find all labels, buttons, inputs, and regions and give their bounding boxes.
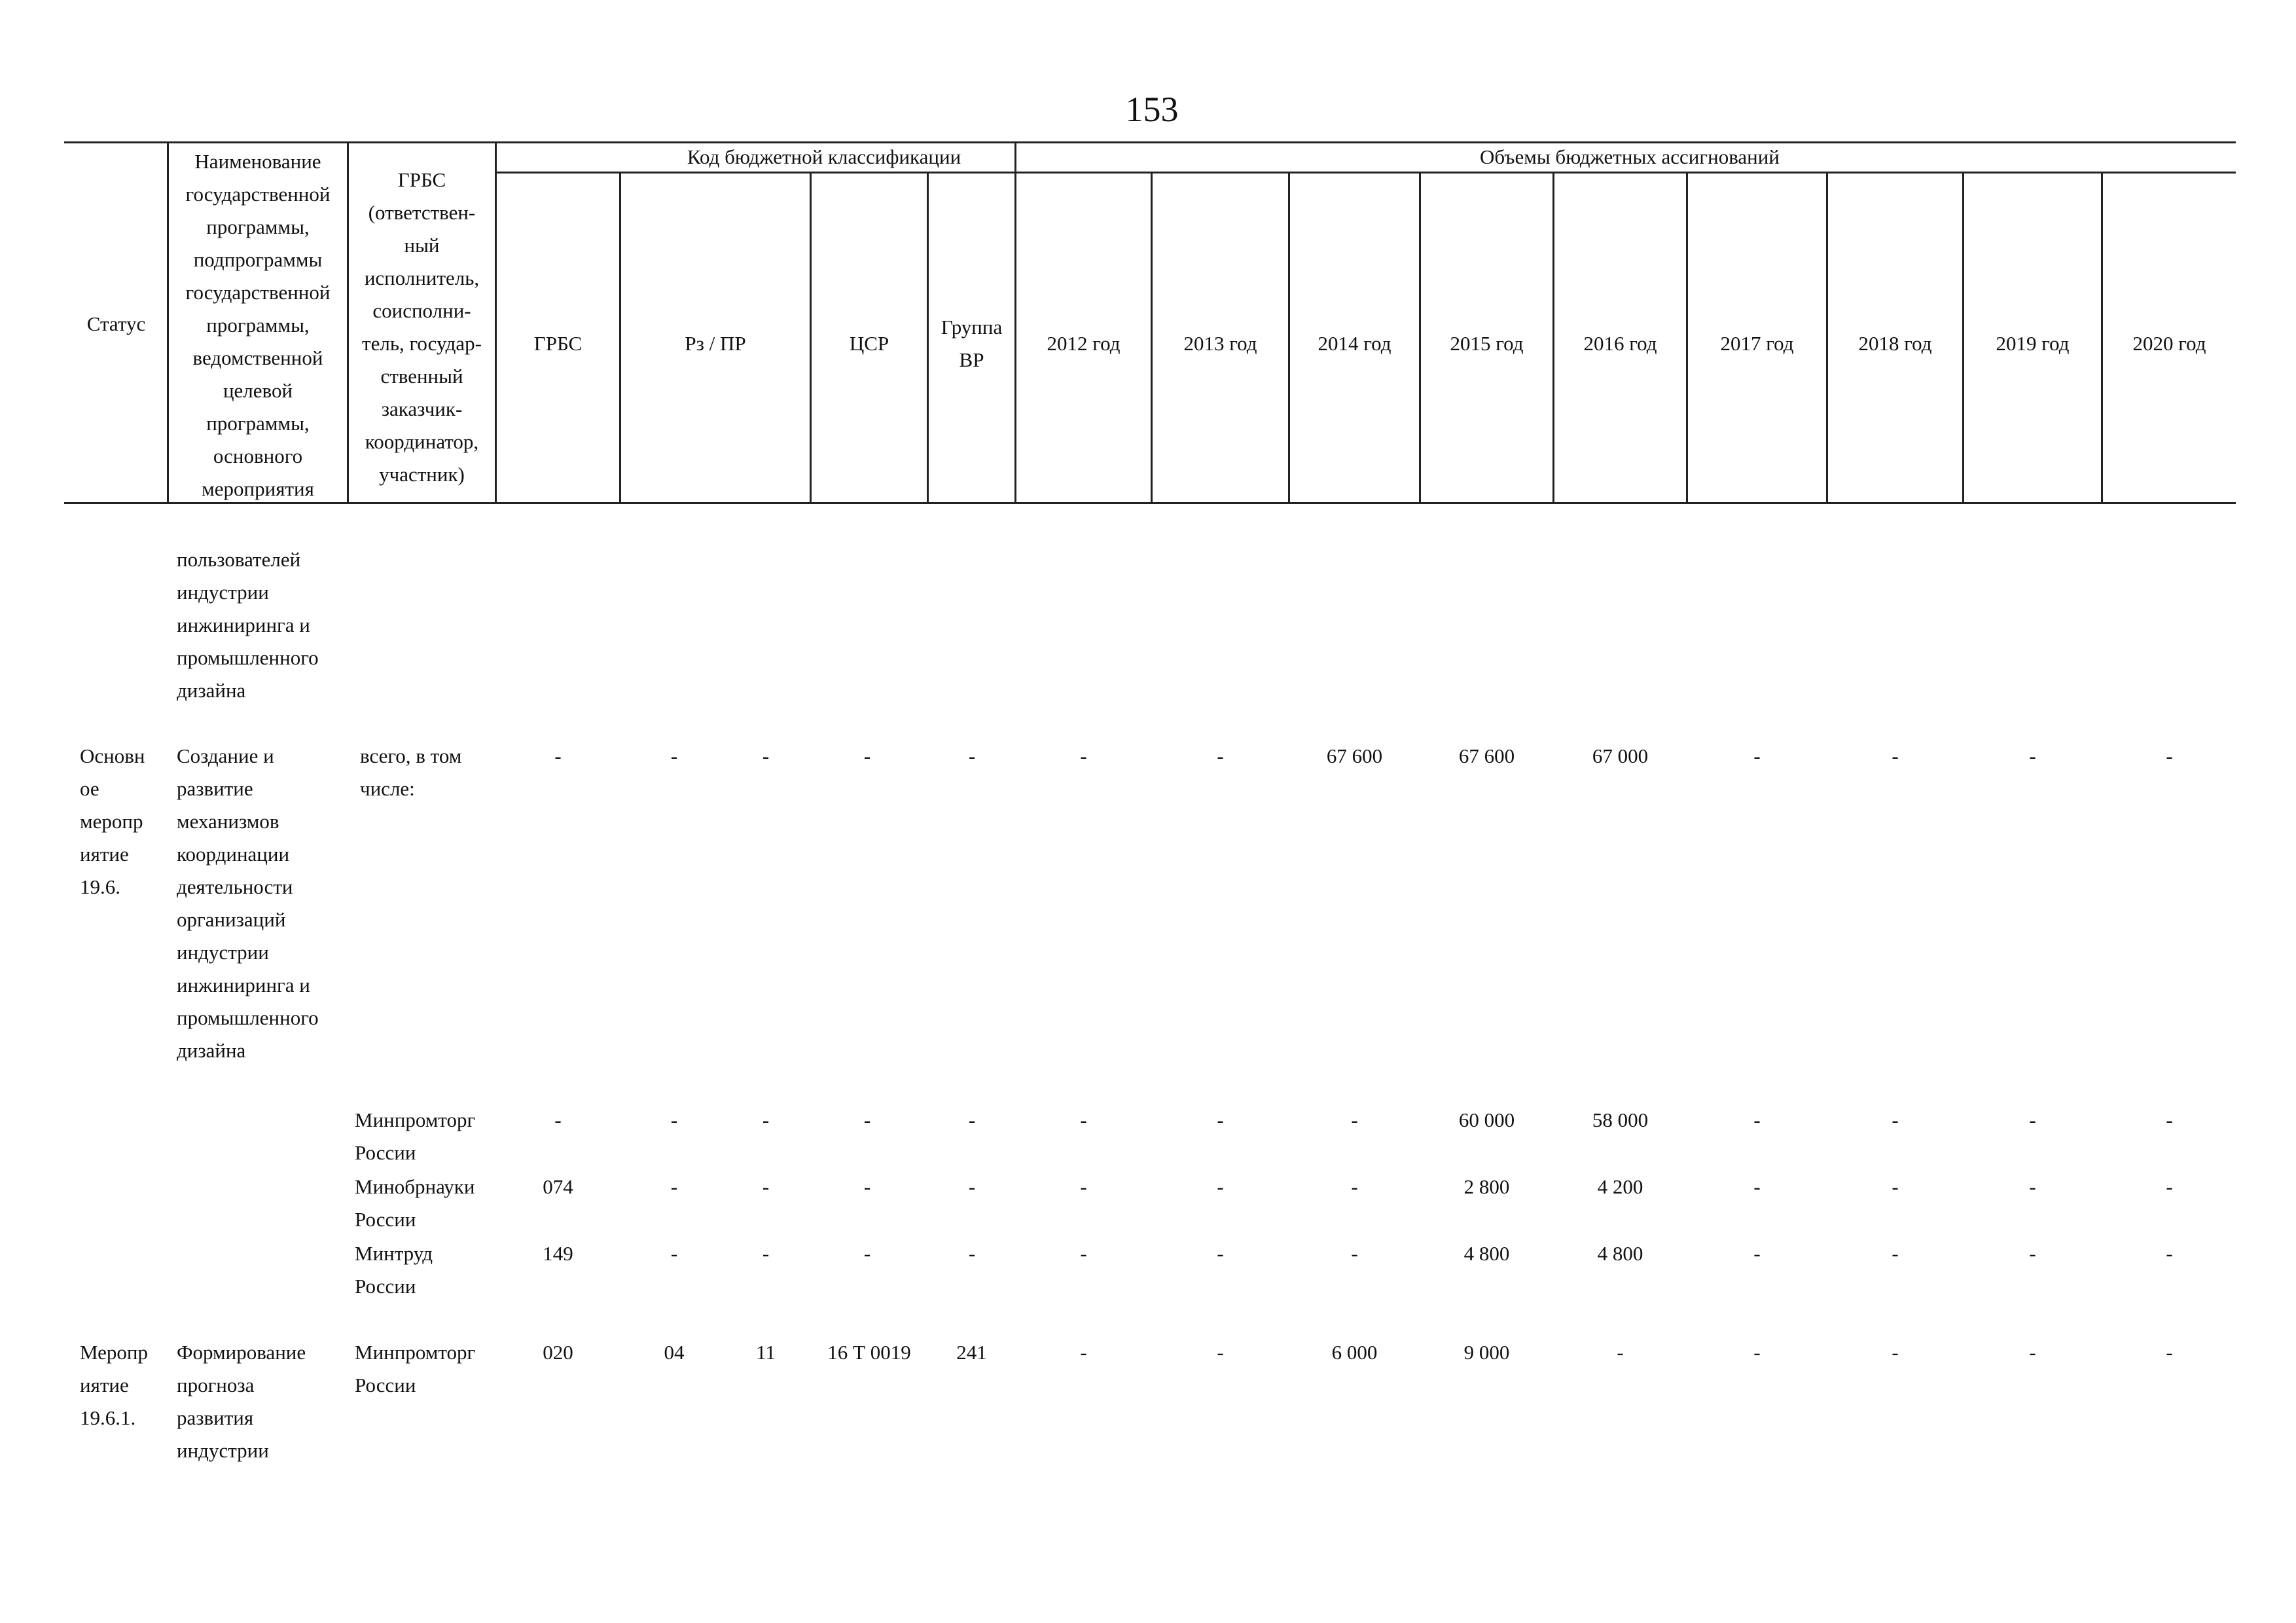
row-y2016: 58 000 <box>1592 1108 1649 1131</box>
row-y2020: - <box>2166 744 2173 767</box>
row-pr: - <box>762 744 770 767</box>
row-y2017: - <box>1753 1108 1761 1131</box>
row-vr: - <box>968 744 976 767</box>
row-rz: - <box>670 1175 678 1198</box>
header-bottom-line <box>64 502 2236 504</box>
row-y2016: 4 800 <box>1597 1242 1643 1265</box>
row-rz: 04 <box>664 1341 685 1364</box>
row-grbs: 074 <box>543 1175 573 1198</box>
header-top-line <box>64 141 2236 143</box>
header-budget-volumes: Объемы бюджетных ассигнований <box>1480 145 1780 168</box>
row-name: Создание и развитие механизмов координации деятельности организаций индустрии инжиниринга и промышленного дизайна <box>177 744 319 1062</box>
header-csr: ЦСР <box>849 332 889 355</box>
row-y2017: - <box>1753 1175 1761 1198</box>
row-y2012: - <box>1080 1108 1087 1131</box>
row-y2016: 67 000 <box>1592 744 1649 767</box>
row-name: Формирование прогноза развития индустрии <box>177 1341 306 1462</box>
header-year-2016: 2016 год <box>1583 332 1657 355</box>
row-y2013: - <box>1217 744 1224 767</box>
row-y2014: 6 000 <box>1331 1341 1378 1364</box>
row-y2014: - <box>1351 1175 1358 1198</box>
row-pr: 11 <box>756 1341 776 1364</box>
header-subgroup-line <box>495 172 2236 173</box>
row-status: Меропр иятие 19.6.1. <box>80 1341 149 1429</box>
row-y2012: - <box>1080 744 1087 767</box>
row-y2013: - <box>1217 1242 1224 1265</box>
row-y2019: - <box>2029 1341 2036 1364</box>
row-y2016: - <box>1617 1341 1624 1364</box>
header-year-2019: 2019 год <box>1996 332 2070 355</box>
row-y2017: - <box>1753 744 1761 767</box>
row-pr: - <box>762 1175 770 1198</box>
row-rz: - <box>670 1108 678 1131</box>
row-y2018: - <box>1892 1341 1899 1364</box>
row-y2013: - <box>1217 1341 1224 1364</box>
row-csr: - <box>863 1242 871 1265</box>
row-rz: - <box>670 744 678 767</box>
row-y2019: - <box>2029 1242 2036 1265</box>
row-y2015: 4 800 <box>1463 1242 1510 1265</box>
header-rz-pr: Рз / ПР <box>685 332 746 355</box>
row-y2012: - <box>1080 1341 1087 1364</box>
row-vr: - <box>968 1108 976 1131</box>
row-y2012: - <box>1080 1242 1087 1265</box>
col-sep <box>1014 141 1016 503</box>
row-executor: Минтруд России <box>355 1242 433 1298</box>
page-number: 153 <box>1125 90 1179 129</box>
row-y2020: - <box>2166 1242 2173 1265</box>
row-executor: Минпромторг России <box>355 1108 476 1164</box>
header-year-2018: 2018 год <box>1858 332 1932 355</box>
row-y2018: - <box>1892 744 1899 767</box>
row-y2015: 2 800 <box>1463 1175 1510 1198</box>
header-grbs: ГРБС <box>533 332 583 355</box>
header-program-name: Наименование государственной программы, подпрограммы государственной программы, ведомственной целевой программы, основного мероприятия <box>185 150 331 500</box>
row-rz: - <box>670 1242 678 1265</box>
row-y2014: - <box>1351 1108 1358 1131</box>
row-grbs: - <box>554 744 562 767</box>
row-y2018: - <box>1892 1175 1899 1198</box>
row-y2020: - <box>2166 1341 2173 1364</box>
row-vr: - <box>968 1242 976 1265</box>
row-vr: - <box>968 1175 976 1198</box>
row-y2015: 67 600 <box>1458 744 1515 767</box>
row-y2018: - <box>1892 1108 1899 1131</box>
row-csr: 16 Т 0019 <box>827 1341 911 1364</box>
header-group-vr: Группа ВР <box>941 316 1003 371</box>
header-year-2014: 2014 год <box>1318 332 1391 355</box>
row-status: Основн ое меропр иятие 19.6. <box>80 744 145 898</box>
row-grbs: 149 <box>543 1242 573 1265</box>
row-grbs: - <box>554 1108 562 1131</box>
row-pr: - <box>762 1108 770 1131</box>
row-y2018: - <box>1892 1242 1899 1265</box>
row-y2016: 4 200 <box>1597 1175 1643 1198</box>
row-pr: - <box>762 1242 770 1265</box>
header-status: Статус <box>86 312 146 335</box>
header-year-2015: 2015 год <box>1450 332 1524 355</box>
row-csr: - <box>863 1108 871 1131</box>
row-executor: Минобрнауки России <box>355 1175 475 1231</box>
row-y2020: - <box>2166 1175 2173 1198</box>
row-y2019: - <box>2029 1108 2036 1131</box>
header-year-2012: 2012 год <box>1047 332 1121 355</box>
row-name: пользователей индустрии инжиниринга и промышленного дизайна <box>177 548 319 702</box>
row-y2019: - <box>2029 1175 2036 1198</box>
row-executor: Минпромторг России <box>355 1341 476 1396</box>
header-year-2017: 2017 год <box>1720 332 1794 355</box>
row-y2019: - <box>2029 744 2036 767</box>
row-y2014: 67 600 <box>1326 744 1383 767</box>
row-y2020: - <box>2166 1108 2173 1131</box>
header-grbs-responsible: ГРБС (ответствен- ный исполнитель, соисполни- тель, государ- ственный заказчик- координатор, участник) <box>362 168 482 486</box>
header-year-2020: 2020 год <box>2132 332 2206 355</box>
row-y2017: - <box>1753 1341 1761 1364</box>
row-y2013: - <box>1217 1175 1224 1198</box>
row-y2013: - <box>1217 1108 1224 1131</box>
row-csr: - <box>863 744 871 767</box>
col-sep <box>495 141 497 503</box>
row-grbs: 020 <box>543 1341 573 1364</box>
header-budget-code: Код бюджетной классификации <box>687 145 961 168</box>
row-csr: - <box>863 1175 871 1198</box>
header-year-2013: 2013 год <box>1183 332 1257 355</box>
row-executor: всего, в том числе: <box>360 744 462 800</box>
row-y2012: - <box>1080 1175 1087 1198</box>
row-y2015: 9 000 <box>1463 1341 1510 1364</box>
row-vr: 241 <box>956 1341 987 1364</box>
row-y2014: - <box>1351 1242 1358 1265</box>
row-y2015: 60 000 <box>1458 1108 1515 1131</box>
row-y2017: - <box>1753 1242 1761 1265</box>
